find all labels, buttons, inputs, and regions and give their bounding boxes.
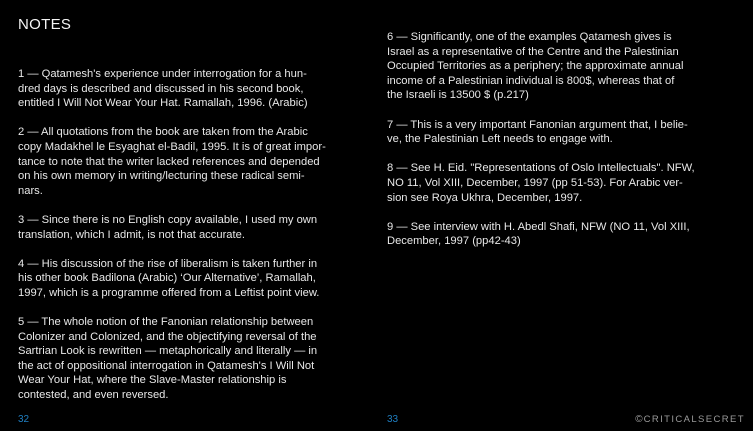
page-number-right: 33 bbox=[387, 414, 399, 425]
note-8: 8 — See H. Eid. "Representations of Oslo Intellectuals". NFW, NO 11, Vol XIII, December, 1997 (pp 51-53). For Arabic ver- sion see Roya Ukhra, December, 1997. bbox=[387, 162, 695, 204]
brand-logo bbox=[635, 414, 745, 425]
note-4: 4 — His discussion of the rise of liberalism is taken further in his other book Badilona (Arabic) ‘Our Alternative’, Ramallah, 1997, which is a programme offered from a Leftist point view. bbox=[18, 257, 320, 299]
note-7: 7 — This is a very important Fanonian argument that, I belie- ve, the Palestinian Left needs to engage with. bbox=[387, 118, 688, 146]
note-1: 1 — Qatamesh's experience under interrogation for a hun- dred days is described and discussed in his second book, entitled I Will Not Wear Your Hat. Ramallah, 1996. (Arabic) bbox=[18, 68, 308, 110]
note-6: 6 — Significantly, one of the examples Qatamesh gives is Israel as a representative of the Centre and the Palestinian Occupied Territories as a periphery; the approximate annual income of a Palestinian individual is 800$, whereas that of the Israeli is 13500 $ (p.217) bbox=[387, 31, 684, 102]
note-9: 9 — See interview with H. Abedl Shafi, NFW (NO 11, Vol XIII, December, 1997 (pp42-43) bbox=[387, 220, 690, 248]
note-3: 3 — Since there is no English copy available, I used my own translation, which I admit, is not that accurate. bbox=[18, 213, 318, 241]
notes-column-left bbox=[18, 67, 388, 417]
brand-name: CRITICALSECRET bbox=[643, 414, 745, 425]
copyright-icon: © bbox=[635, 414, 643, 425]
note-2: 2 — All quotations from the book are taken from the Arabic copy Madakhel le Esyaghat el-Badil, 1995. It is of great impor- tance to note that the writer lacked references and depended on his own memory in writing/lecturing these radical semi- nars. bbox=[18, 126, 326, 197]
page-title: NOTES bbox=[18, 16, 72, 33]
page-number-left: 32 bbox=[18, 414, 30, 425]
notes-column-right bbox=[387, 30, 752, 264]
note-5: 5 — The whole notion of the Fanonian relationship between Colonizer and Colonized, and the objectifying reversal of the Sartrian Look is rewritten — metaphorically and literally — in the act of oppositional interrogation in Qatamesh's I Will Not Wear Your Hat, where the Slave-Master relationship is contested, and even reversed. bbox=[18, 316, 318, 402]
